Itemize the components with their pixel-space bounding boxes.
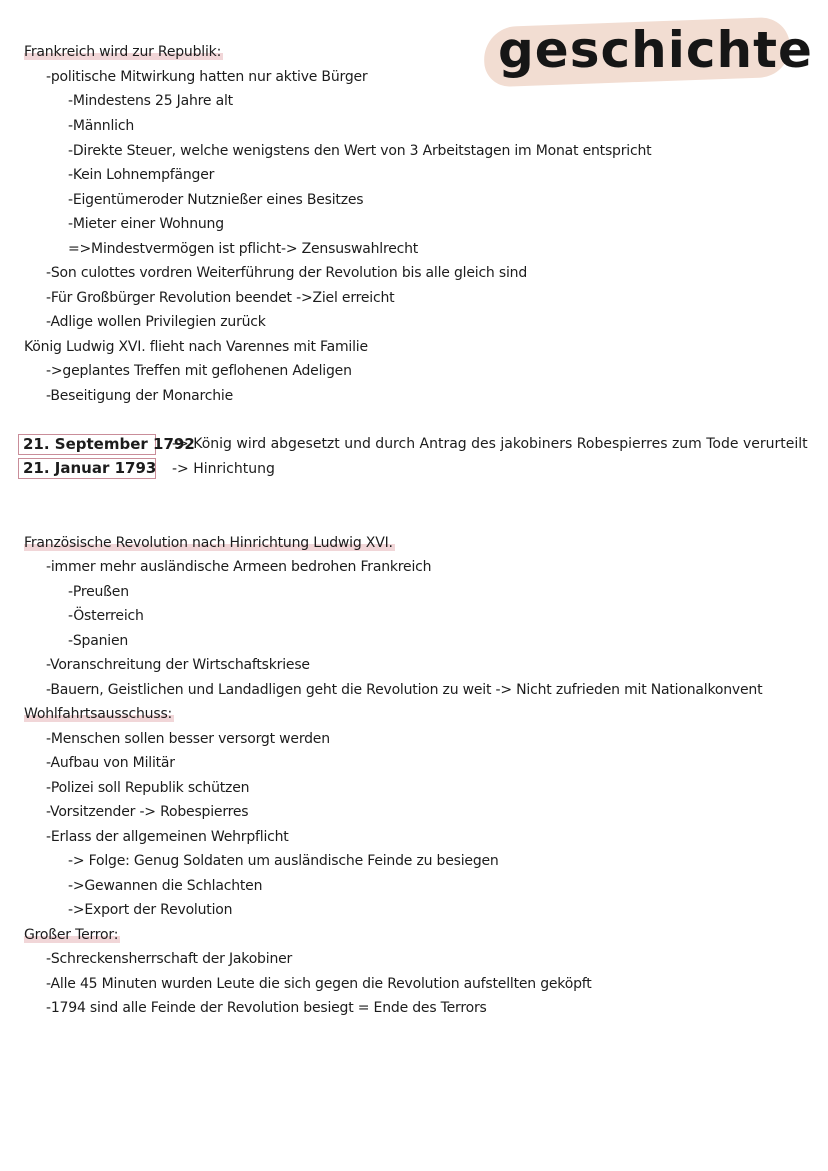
list-item: -Österreich <box>68 608 144 624</box>
section-heading: Großer Terror: <box>24 927 119 943</box>
list-item: -1794 sind alle Feinde der Revolution besiegt = Ende des Terrors <box>46 1000 487 1016</box>
list-item: -Polizei soll Republik schützen <box>46 780 250 796</box>
list-item: -Mindestens 25 Jahre alt <box>68 93 233 109</box>
list-item: -Bauern, Geistlichen und Landadligen geht die Revolution zu weit -> Nicht zufrieden mit Nationalkonvent <box>46 682 763 698</box>
list-item: König Ludwig XVI. flieht nach Varennes mit Familie <box>24 339 368 355</box>
list-item: -Direkte Steuer, welche wenigstens den Wert von 3 Arbeitstagen im Monat entspricht <box>68 143 652 159</box>
list-item: -Adlige wollen Privilegien zurück <box>46 314 266 330</box>
list-item: ->Export der Revolution <box>68 902 233 918</box>
list-item: -Eigentümeroder Nutznießer eines Besitzes <box>68 192 364 208</box>
page-title: geschichte <box>498 21 813 79</box>
list-item: -Son culottes vordren Weiterführung der Revolution bis alle gleich sind <box>46 265 528 281</box>
list-item: -Preußen <box>68 584 129 600</box>
date-description: -> Hinrichtung <box>172 461 275 477</box>
list-item: -Erlass der allgemeinen Wehrpflicht <box>46 829 289 845</box>
section-heading: Frankreich wird zur Republik: <box>24 44 222 60</box>
list-item: =>Mindestvermögen ist pflicht-> Zensuswahlrecht <box>68 241 419 257</box>
list-item: -Männlich <box>68 118 135 134</box>
section-heading: Französische Revolution nach Hinrichtung Ludwig XVI. <box>24 535 393 551</box>
date-box: 21. Januar 1793 <box>18 458 156 479</box>
list-item: -Beseitigung der Monarchie <box>46 388 234 404</box>
list-item: -politische Mitwirkung hatten nur aktive Bürger <box>46 69 368 85</box>
list-item: -Für Großbürger Revolution beendet ->Ziel erreicht <box>46 290 395 306</box>
list-item: -Alle 45 Minuten wurden Leute die sich gegen die Revolution aufstellten geköpft <box>46 976 592 992</box>
list-item: -Spanien <box>68 633 129 649</box>
list-item: -immer mehr ausländische Armeen bedrohen Frankreich <box>46 559 432 575</box>
list-item: -Vorsitzender -> Robespierres <box>46 804 249 820</box>
list-item: -Menschen sollen besser versorgt werden <box>46 731 330 747</box>
date-box: 21. September 1792 <box>18 434 156 455</box>
list-item: -Kein Lohnempfänger <box>68 167 215 183</box>
date-description: -> König wird abgesetzt und durch Antrag des jakobiners Robespierres zum Tode verurteilt <box>172 436 808 452</box>
list-item: ->geplantes Treffen mit geflohenen Adeligen <box>46 363 352 379</box>
list-item: -Schreckensherrschaft der Jakobiner <box>46 951 293 967</box>
list-item: -> Folge: Genug Soldaten um ausländische Feinde zu besiegen <box>68 853 499 869</box>
list-item: -Aufbau von Militär <box>46 755 175 771</box>
list-item: ->Gewannen die Schlachten <box>68 878 263 894</box>
section-heading: Wohlfahrtsausschuss: <box>24 706 173 722</box>
list-item: -Voranschreitung der Wirtschaftskriese <box>46 657 310 673</box>
list-item: -Mieter einer Wohnung <box>68 216 224 232</box>
title-badge <box>484 14 813 86</box>
